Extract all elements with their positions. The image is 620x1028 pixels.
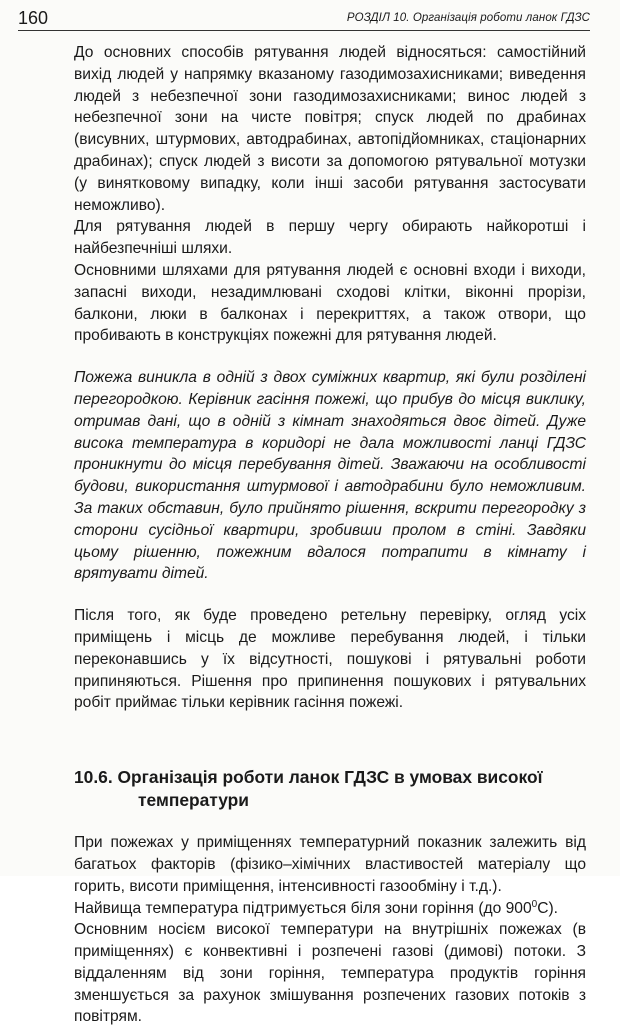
section-heading-line2: температури	[138, 790, 250, 811]
degree-superscript: 0	[531, 898, 538, 910]
paragraph-rescue-methods: До основних способів рятування людей відносяться: самостійний вихід людей у напрямку вказаному газодимозахисниками; виведення людей з небезпечної зони газодимозахисниками; винос людей з небезпечної зони на чисте повітря; спуск людей по драбинах (висувних, штурмових, автодрабинах, автопідйомниках, стаціонарних драбинах); спуск людей з висоти за допомогою рятувальної мотузки (у винятковому випадку, коли інші засоби рятування застосувати неможливо).	[74, 44, 586, 214]
paragraph-temperature-factors: При пожежах у приміщеннях температурний показник залежить від багатьох факторів (фізико–хімічних властивостей матеріалу що горить, висоти приміщення, інтенсивності газообміну і т.д.).	[74, 834, 586, 895]
paragraph-search-termination: Після того, як буде проведено ретельну перевірку, огляд усіх приміщень і місць де можливе перебування людей, і тільки переконавшись у їх відсутності, пошукові і рятувальні роботи припиняються. Рішення про припинення пошукових і рятувальних робіт приймає тільки керівник гасіння пожежі.	[74, 607, 586, 712]
paragraph-heat-carriers: Основним носієм високої температури на внутрішніх пожежах (в приміщеннях) є конвективні і розпечені газові (димові) потоки. З віддаленням від зони горіння, температура продуктів горіння зменшується за рахунок змішування розпечених газових потоків з повітрям.	[74, 921, 586, 1026]
section-heading	[74, 766, 586, 812]
paragraph-main-routes: Основними шляхами для рятування людей є основні входи і виходи, запасні виходи, незадимлювані сходові клітки, віконні прорізи, балкони, люки в балконах і перекриттях, а також отвори, що пробивають в конструкціях пожежні для рятування людей.	[74, 261, 586, 345]
case-study-paragraph: Пожежа виникла в одній з двох суміжних квартир, які були розділені перегородкою. Керівник гасіння пожежі, що прибув до місця виклику, отримав дані, що в одній з кімнат знаходяться двоє дітей. Дуже висока температура в коридорі не дала можливості ланці ГДЗС проникнути до місця перебування дітей. Зважаючи на особливості будови, використання штурмової і автодрабини було неможливим. За таких обставин, було прийнято рішення, вскрити перегородку з сторони сусідньої квартири, зробивши пролом в стіні. Завдяки цьому рішенню, пожежним вдалося потрапити в кімнату і врятувати дітей.	[74, 369, 586, 583]
max-temperature-unit: С).	[537, 899, 558, 917]
page-body	[74, 42, 586, 1028]
max-temperature-text: Найвища температура підтримується біля зони горіння (до 900	[74, 899, 532, 917]
page-header	[18, 8, 590, 31]
paragraph-max-temperature	[74, 898, 586, 920]
running-head: РОЗДІЛ 10. Організація роботи ланок ГДЗС	[346, 12, 590, 24]
section-heading-line1: 10.6. Організація роботи ланок ГДЗС в умовах високої	[74, 767, 543, 788]
page-number: 160	[18, 8, 49, 28]
paragraph-shortest-paths: Для рятування людей в першу чергу обирають найкоротші і найбезпечніші шляхи.	[74, 218, 586, 258]
